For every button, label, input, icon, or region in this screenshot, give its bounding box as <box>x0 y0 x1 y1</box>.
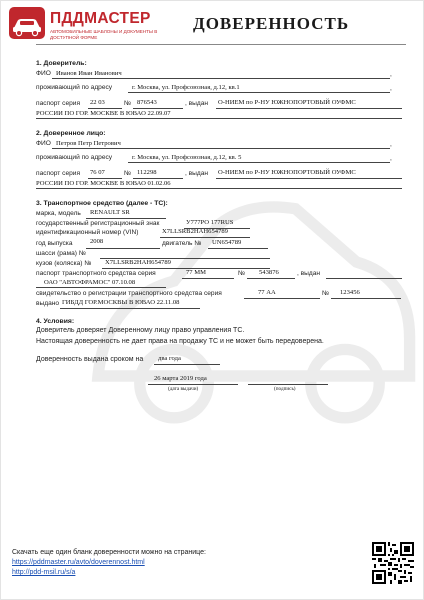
brand-tagline: АВТОМОБИЛЬНЫЕ ШАБЛОНЫ И ДОКУМЕНТЫ В ДОСТУПНОЙ ФОРМЕ <box>50 29 158 40</box>
trustee-heading: 2. Доверенное лицо: <box>36 130 106 137</box>
principal-series-line <box>88 108 122 109</box>
vehicle-pts-no-label: № <box>238 270 246 277</box>
trustee-fio-line <box>52 148 390 149</box>
vehicle-engine-line <box>208 248 268 249</box>
signature-caption: (подпись) <box>274 386 296 392</box>
vehicle-pts-series: 77 ММ <box>186 269 206 276</box>
vehicle-sts-number-line <box>331 298 401 299</box>
vehicle-pts-series-line <box>182 278 234 279</box>
issue-date-line <box>148 384 238 385</box>
footer-link-2[interactable]: http://pdd-msil.ru/s/a <box>12 569 76 576</box>
comma: , <box>390 155 392 162</box>
validity-value: два года <box>158 355 181 362</box>
vehicle-pts-issued-label: , выдан <box>297 270 321 277</box>
vehicle-sts-no-label: № <box>322 290 330 297</box>
terms-line-2: Настоящая доверенность не дает права на продажу ТС и не может быть передоверена. <box>36 338 324 345</box>
principal-passport-label: паспорт серия <box>36 100 81 107</box>
vehicle-vin-label: идентификационный номер (VIN) <box>36 229 139 236</box>
trustee-issued-line-2 <box>36 188 402 189</box>
vehicle-pts-label: паспорт транспортного средства серия <box>36 270 156 277</box>
footer-link-1[interactable]: https://pddmaster.ru/avto/doverennost.html <box>12 559 145 566</box>
vehicle-pts-issued-by: ОАО "АВТОФРАМОС" 07.10.08 <box>44 279 136 286</box>
vehicle-engine-label: двигатель № <box>162 240 202 247</box>
vehicle-sts-issued-label: выдано <box>36 300 60 307</box>
vehicle-pts-issued-line-2 <box>36 287 166 288</box>
principal-address-line <box>128 92 390 93</box>
vehicle-sts-issued-by: ГИБДД ГОР.МОСКВЫ В ЮВАО 22.11.08 <box>62 299 180 306</box>
terms-line-1: Доверитель доверяет Доверенному лицу право управления ТС. <box>36 327 245 334</box>
comma: , <box>390 141 392 148</box>
trustee-issued-by: О-НИЕМ по Р-НУ ЮЖНОПОРТОВЫЙ ОУФМС <box>218 169 356 176</box>
vehicle-sts-issued-line <box>60 308 200 309</box>
trustee-passport-label: паспорт серия <box>36 170 81 177</box>
trustee-issued-label: , выдан <box>185 170 209 177</box>
brand-name: ПДДМАСТЕР <box>50 10 151 27</box>
trustee-series-line <box>88 178 122 179</box>
vehicle-sts-series-line <box>244 298 320 299</box>
vehicle-sts-label: свидетельство о регистрации транспортного средства серия <box>36 290 222 297</box>
trustee-address-value: г. Москва, ул. Профсоюзная, д.12, кв. 5 <box>132 154 242 161</box>
principal-address-label: проживающий по адресу <box>36 84 113 91</box>
vehicle-year-label: год выпуска <box>36 240 73 247</box>
vehicle-chassis-label: шасси (рама) № <box>36 250 86 257</box>
vehicle-body-value: X7LLSRB2HAH654789 <box>105 259 171 266</box>
vehicle-body-label: кузов (коляска) № <box>36 260 92 267</box>
vehicle-make-value: RENAULT SR <box>90 209 130 216</box>
trustee-issued-line <box>216 178 402 179</box>
document-title: ДОВЕРЕННОСТЬ <box>193 14 350 33</box>
comma: , <box>390 85 392 92</box>
trustee-passport-series: 76 07 <box>90 169 105 176</box>
trustee-number-line <box>133 178 183 179</box>
comma: , <box>390 71 392 78</box>
vehicle-engine-value: UN654789 <box>212 239 242 246</box>
principal-issued-line <box>216 108 402 109</box>
trustee-passport-number: 112298 <box>137 169 157 176</box>
principal-fio-value: Иванов Иван Иванович <box>56 70 122 77</box>
vehicle-make-label: марка, модель <box>36 210 81 217</box>
principal-fio-line <box>52 78 390 79</box>
issue-date: 26 марта 2019 года <box>154 375 207 382</box>
vehicle-plate-value: У777РО 177RUS <box>186 219 234 226</box>
trustee-address-label: проживающий по адресу <box>36 154 113 161</box>
vehicle-year-value: 2008 <box>90 238 104 245</box>
vehicle-sts-number: 123456 <box>340 289 360 296</box>
vehicle-make-line <box>86 218 166 219</box>
principal-passport-series: 22 03 <box>90 99 105 106</box>
trustee-address-line <box>128 162 390 163</box>
header-divider <box>36 44 406 45</box>
trustee-fio-value: Петров Петр Петрович <box>56 140 121 147</box>
qr-code-icon <box>372 542 414 584</box>
principal-issued-label: , выдан <box>185 100 209 107</box>
vehicle-pts-number-line <box>247 278 295 279</box>
principal-number-line <box>133 108 183 109</box>
signature-line <box>248 384 328 385</box>
vehicle-vin-line <box>160 237 250 238</box>
trustee-no-label: № <box>124 170 132 177</box>
vehicle-pts-number: 543876 <box>259 269 279 276</box>
vehicle-sts-series: 77 АА <box>258 289 276 296</box>
issue-date-caption: (дата выдачи) <box>168 386 199 392</box>
vehicle-vin-value: X7LLSRB2HAH654789 <box>162 228 228 235</box>
footer-note: Скачать еще один бланк доверенности можно на странице: <box>12 549 206 556</box>
principal-issued-by: О-НИЕМ по Р-НУ ЮЖНОПОРТОВЫЙ ОУФМС <box>218 99 356 106</box>
principal-issued-by-2: РОССИИ ПО ГОР. МОСКВЕ В ЮВАО 22.09.07 <box>36 110 171 117</box>
principal-address-value: г. Москва, ул. Профсоюзная, д.12, кв.1 <box>132 84 240 91</box>
trustee-fio-label: ФИО <box>36 140 51 147</box>
principal-passport-number: 876543 <box>137 99 157 106</box>
vehicle-year-line <box>86 248 160 249</box>
vehicle-plate-label: государственный регистрационный знак <box>36 220 160 227</box>
terms-heading: 4. Условия: <box>36 318 75 325</box>
principal-no-label: № <box>124 100 132 107</box>
vehicle-heading: 3. Транспортное средство (далее - ТС): <box>36 200 168 207</box>
car-emblem-icon <box>8 6 46 40</box>
principal-fio-label: ФИО <box>36 70 51 77</box>
validity-label: Доверенность выдана сроком на <box>36 356 144 363</box>
vehicle-pts-issued-line <box>326 278 402 279</box>
principal-heading: 1. Доверитель: <box>36 60 87 67</box>
validity-line <box>154 364 220 365</box>
brand-logo <box>8 6 158 56</box>
principal-issued-line-2 <box>36 118 402 119</box>
trustee-issued-by-2: РОССИИ ПО ГОР. МОСКВЕ В ЮВАО 01.02.06 <box>36 180 171 187</box>
